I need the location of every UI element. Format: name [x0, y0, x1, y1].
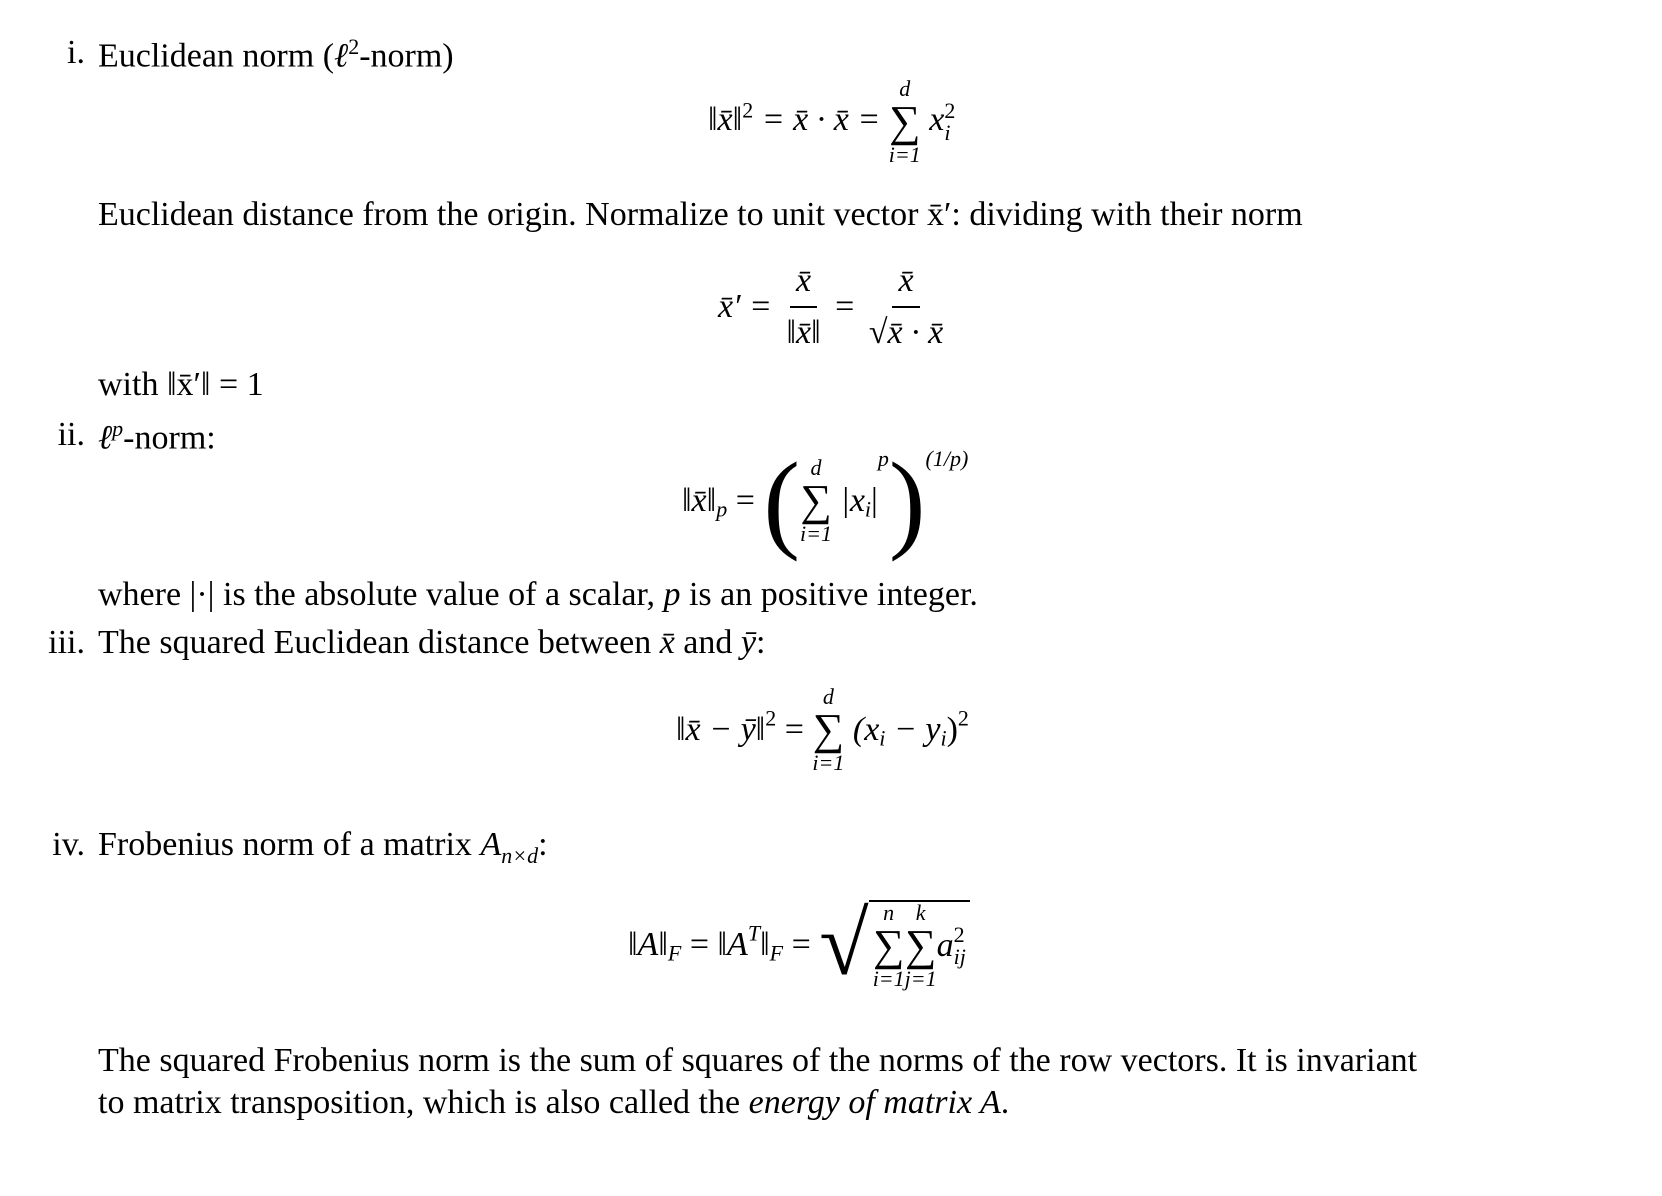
sum-symbol: d ∑ i=1: [888, 76, 921, 167]
item-title: Frobenius norm of a matrix $A_{n\times d}$:: [98, 826, 548, 868]
item-title: ℓ$^p$-norm:: [98, 416, 216, 457]
item-number: iii.: [48, 624, 85, 661]
item-number: iv.: [52, 826, 85, 863]
item-title: The squared Euclidean distance between x̄ and ȳ:: [98, 624, 766, 661]
item-number: ii.: [57, 416, 85, 453]
equation-squared-distance: ‖x̄ − ȳ‖$^2$ = d ∑ i=1 $(x_i - y_i)^2$: [676, 684, 969, 775]
equation-frobenius-norm: $‖A‖_F$ = $‖A^T‖_F$ = √ n ∑ i=1 k ∑ j=1 a 2 ij: [628, 900, 970, 990]
equation-lp-norm: $‖x̄‖_p$ = ( d ∑ i=1 $|x_i|^p)^{(1/p)}$: [682, 440, 969, 562]
item-number: i.: [67, 34, 85, 71]
equation-euclidean-norm: ‖x̄‖$^2$ = x̄ · x̄ = d ∑ i=1 x 2 i: [708, 76, 956, 167]
item-title: Euclidean norm (ℓ$^2$-norm): [98, 34, 454, 75]
equation-unit-vector: x̄′ = $\frac{x̄}{‖x̄‖}$ = $\frac{x̄}{√x̄ \cdot x̄}$: [718, 262, 944, 351]
